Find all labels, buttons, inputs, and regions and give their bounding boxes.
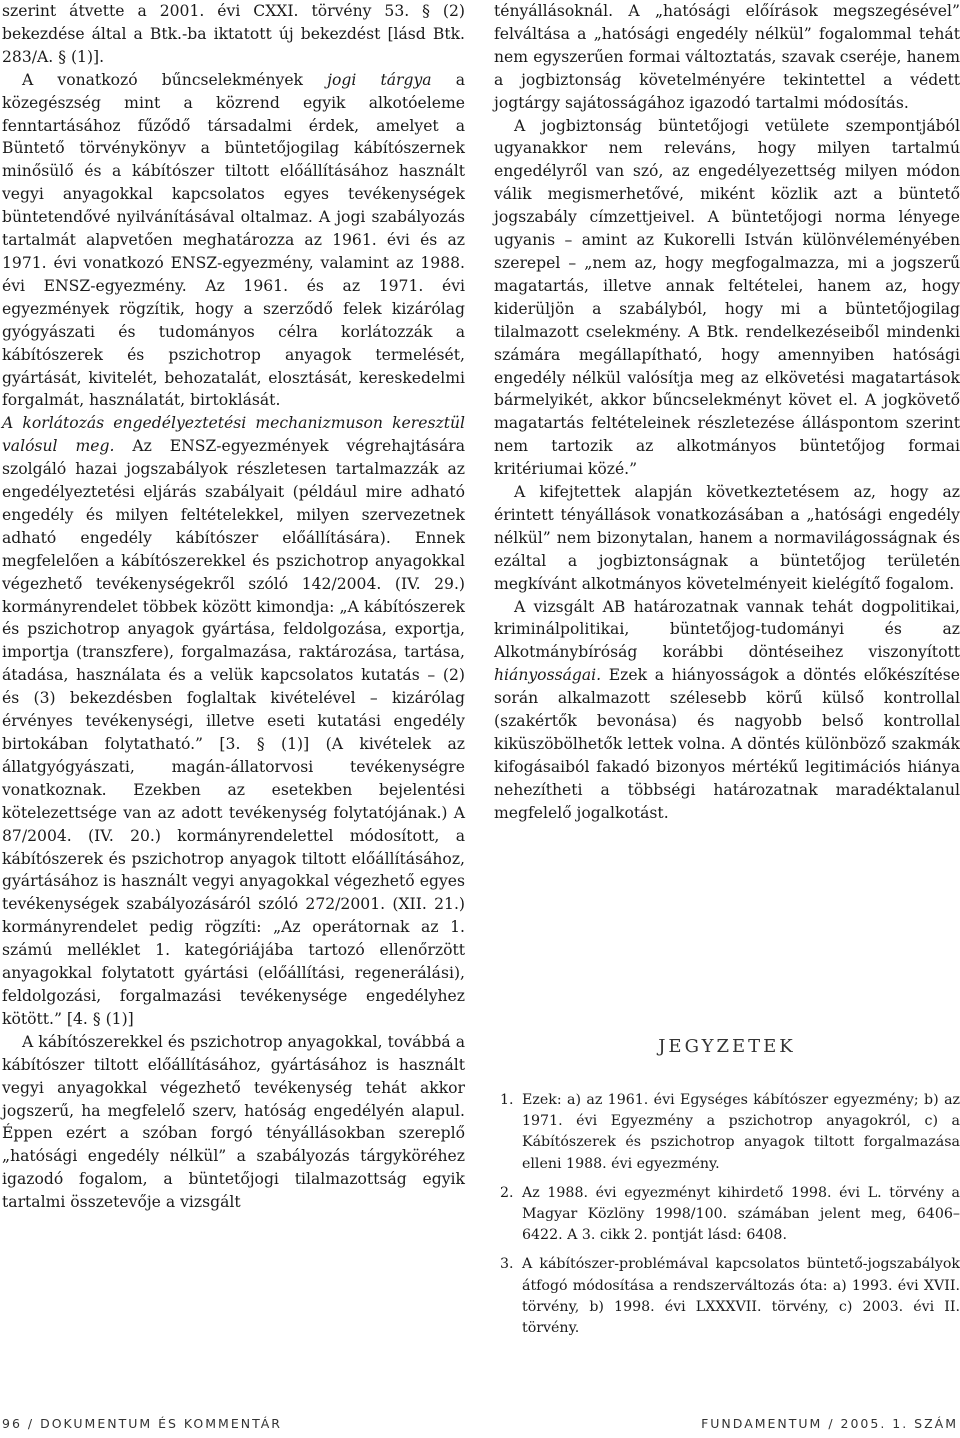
paragraph (494, 596, 960, 825)
note-number: 3. (500, 1256, 514, 1273)
note-item (500, 1254, 960, 1339)
paragraph (2, 69, 465, 413)
emphasis: A korlátozás engedélyeztetési mechanizmuson keresztül valósul meg. (2, 414, 465, 456)
text-run: Az ENSZ-egyezmények végrehajtására szolgáló hazai jogszabályok részletesen tartalmazzák az engedélyeztetési eljárás szabályait (például mire adható engedély és milyen feltételekkel, milyen szervezetnek adható engedély kábítószer előállítására). Ennek megfelelően a kábítószerekkel és pszichotrop anyagokkal végezhető tevékenységekről szóló 142/2004. (IV. 29.) kormányrendelet többek között kimondja: „A kábítószerek és pszichotrop anyagok gyártása, feldolgozása, exportja, importja (transzfere), forgalmazása, raktározása, tartása, átadása, használata és a velük kapcsolatos kutatás – (2) és (3) bekezdésben foglaltak kivételével – kizárólag érvényes tevékenységi, illetve eseti kutatási engedély birtokában folytatható.” [3. § (1)] (A kivételek az állatgyógyászati, magán-állatorvosi tevékenységre vonatkoznak. Ezekben az esetekben bejelentési kötelezettsége van az adott tevékenység folytatójának.) A 87/2004. (IV. 20.) kormányrendelettel módosított, a kábítószerek és pszichotrop anyagok tiltott előállításához, gyártásához is használt vegyi anyagokkal végezhető egyes tevékenységek szabályozásáról szóló 272/2001. (XII. 21.) kormányrendelet pedig rögzíti: „Az operátornak az 1. számú melléklet 1. kategóriájába tartozó ellenőrzött anyagokkal folytatott gyártási (előállítási, regenerálási), feldolgozási, forgalmazási tevékenysége engedélyhez kötött.” [4. § (1)] (2, 437, 465, 1028)
paragraph: szerint átvette a 2001. évi CXXI. törvény 53. § (2) bekezdése által a Btk.-ba iktatott új bekezdést [lásd Btk. 283/A. § (1)]. (2, 2, 465, 66)
text-run: a közegészség mint a közrend egyik alkotóeleme fenntartásához fűződő társadalmi érdek, amelyet a Büntető törvénykönyv a büntetőjogilag kábítószernek minősülő és a kábítószer tiltott előállításához használt vegyi anyagokkal kapcsolatos egyes tevékenységek büntetendővé nyilvánításával oltalmaz. A jogi szabályozás tartalmát alapvetően meghatározza az 1961. évi és az 1971. évi vonatkozó ENSZ-egyezmény, valamint az 1988. évi ENSZ-egyezmény. Az 1961. és az 1971. évi egyezmények rögzítik, hogy a szerződő felek kizárólag gyógyászati és tudományos célra korlátozzák a kábítószerek és pszichotrop anyagok termelését, gyártását, kivitelét, behozatalát, elosztását, kereskedelmi forgalmát, használatát, birtoklását. (2, 70, 466, 410)
note-number: 1. (500, 1092, 514, 1108)
note-text: Az 1988. évi egyezményt kihirdető 1998. évi L. törvény a Magyar Közlöny 1998/100. számában jelent meg, 6406–6422. A 3. cikk 2. pontját lásd: 6408. (522, 1184, 960, 1244)
emphasis: jogi tárgya (327, 70, 432, 89)
left-column (2, 0, 465, 1214)
paragraph (2, 412, 465, 1030)
text-run: Ezek a hiányosságok a döntés előkészítése során alkalmazott szélesebb körű külső kontrollal (szakértők bevonása) és nagyobb belső kontrollal kiküszöbölhetők lettek volna. A döntés különböző szakmák kifogásaiból fakadó bizonyos mértékű legitimációs hiánya nehezítheti a többségi határozatnak maradéktalanul megfelelő jogalkotást. (494, 666, 960, 822)
note-number: 2. (500, 1184, 514, 1201)
right-column (494, 0, 960, 825)
paragraph: A kábítószerekkel és pszichotrop anyagokkal, továbbá a kábítószer tiltott előállításához, gyártásához is használt vegyi anyagokkal végezhető tevékenység tehát akkor jogszerű, ha megfelelő szerv, hatóság engedélyén alapul. Éppen ezért a szóban forgó tényállásokban szereplő „hatósági engedély nélkül” a szabályozás tárgyköréhez igazodó fogalom, a büntetőjogi tilalmazottság egyik tartalmi összetevője a vizsgált (2, 1032, 465, 1212)
notes-list (500, 1090, 960, 1347)
paragraph: A kifejtettek alapján következtetésem az, hogy az érintett tényállások vonatkozásában a „hatósági engedély nélkül” nem bizonytalan, hanem a normavilágosságnak és ezáltal a jogbiztonságnak a büntetőjog területén megkívánt alkotmányos követelményeit kielégítő fogalom. (494, 483, 960, 593)
text-run: A vizsgált AB határozatnak vannak tehát dogpolitikai, kriminálpolitikai, büntetőjog-tudományi és az Alkotmánybíróság korábbi döntéseihez viszonyított (494, 597, 960, 662)
paragraph: tényállásoknál. A „hatósági előírások megszegésével” felváltása a „hatósági engedély nélkül” fogalommal tehát nem egyszerűen formai változtatás, szavak cseréje, hanem a jogbiztonság követelményére tekintettel a védett jogtárgy sajátosságához igazodó tartalmi módosítás. (494, 2, 960, 112)
text-run: A vonatkozó bűncselekmények (22, 70, 328, 89)
footer-right: FUNDAMENTUM / 2005. 1. SZÁM (701, 1416, 958, 1431)
paragraph: A jogbiztonság büntetőjogi vetülete szempontjából ugyanakkor nem releváns, hogy milyen tartalmú engedélyről van szó, az engedélyezettség milyen módon válik megismerhetővé, miként közlik azt a büntető jogszabály címzettjeivel. A büntetőjogi norma lényege ugyanis – amint az Kukorelli István különvéleményében szerepel – „nem az, hogy megfogalmazza, mi a jogszerű magatartás, illetve annak feltételei, hanem az, hogy kiderüljön a szabályból, hogy mi a büntetőjogilag tilalmazott cselekmény. A Btk. rendelkezéseiből mindenki számára megállapítható, hogy amennyiben hatósági engedély nélkül valósítja meg az elkövetési magatartások bármelyikét, akkor bűncselekményt követ el. A jogkövető magatartás feltételeinek részletezése álláspontom szerint nem tartozik az alkotmányos büntetőjog formai kritériumai közé.” (494, 116, 960, 479)
note-item (500, 1183, 960, 1247)
notes-heading: JEGYZETEK (658, 1036, 796, 1057)
note-text: Ezek: a) az 1961. évi Egységes kábítószer egyezmény; b) az 1971. évi Egyezmény a pszichotrop anyagokról, c) a Kábítószerek és pszichotrop anyagok tiltott forgalmazása elleni 1988. évi egyezmény. (522, 1092, 960, 1172)
note-item (500, 1090, 960, 1175)
footer-left: 96 / DOKUMENTUM ÉS KOMMENTÁR (2, 1416, 282, 1431)
emphasis: hiányosságai. (494, 666, 602, 685)
note-text: A kábítószer-problémával kapcsolatos büntető-jogszabályok átfogó módosítása a rendszerváltozás óta: a) 1993. évi XVII. törvény, b) 1998. évi LXXXVII. törvény, c) 2003. évi II. törvény. (522, 1256, 960, 1337)
